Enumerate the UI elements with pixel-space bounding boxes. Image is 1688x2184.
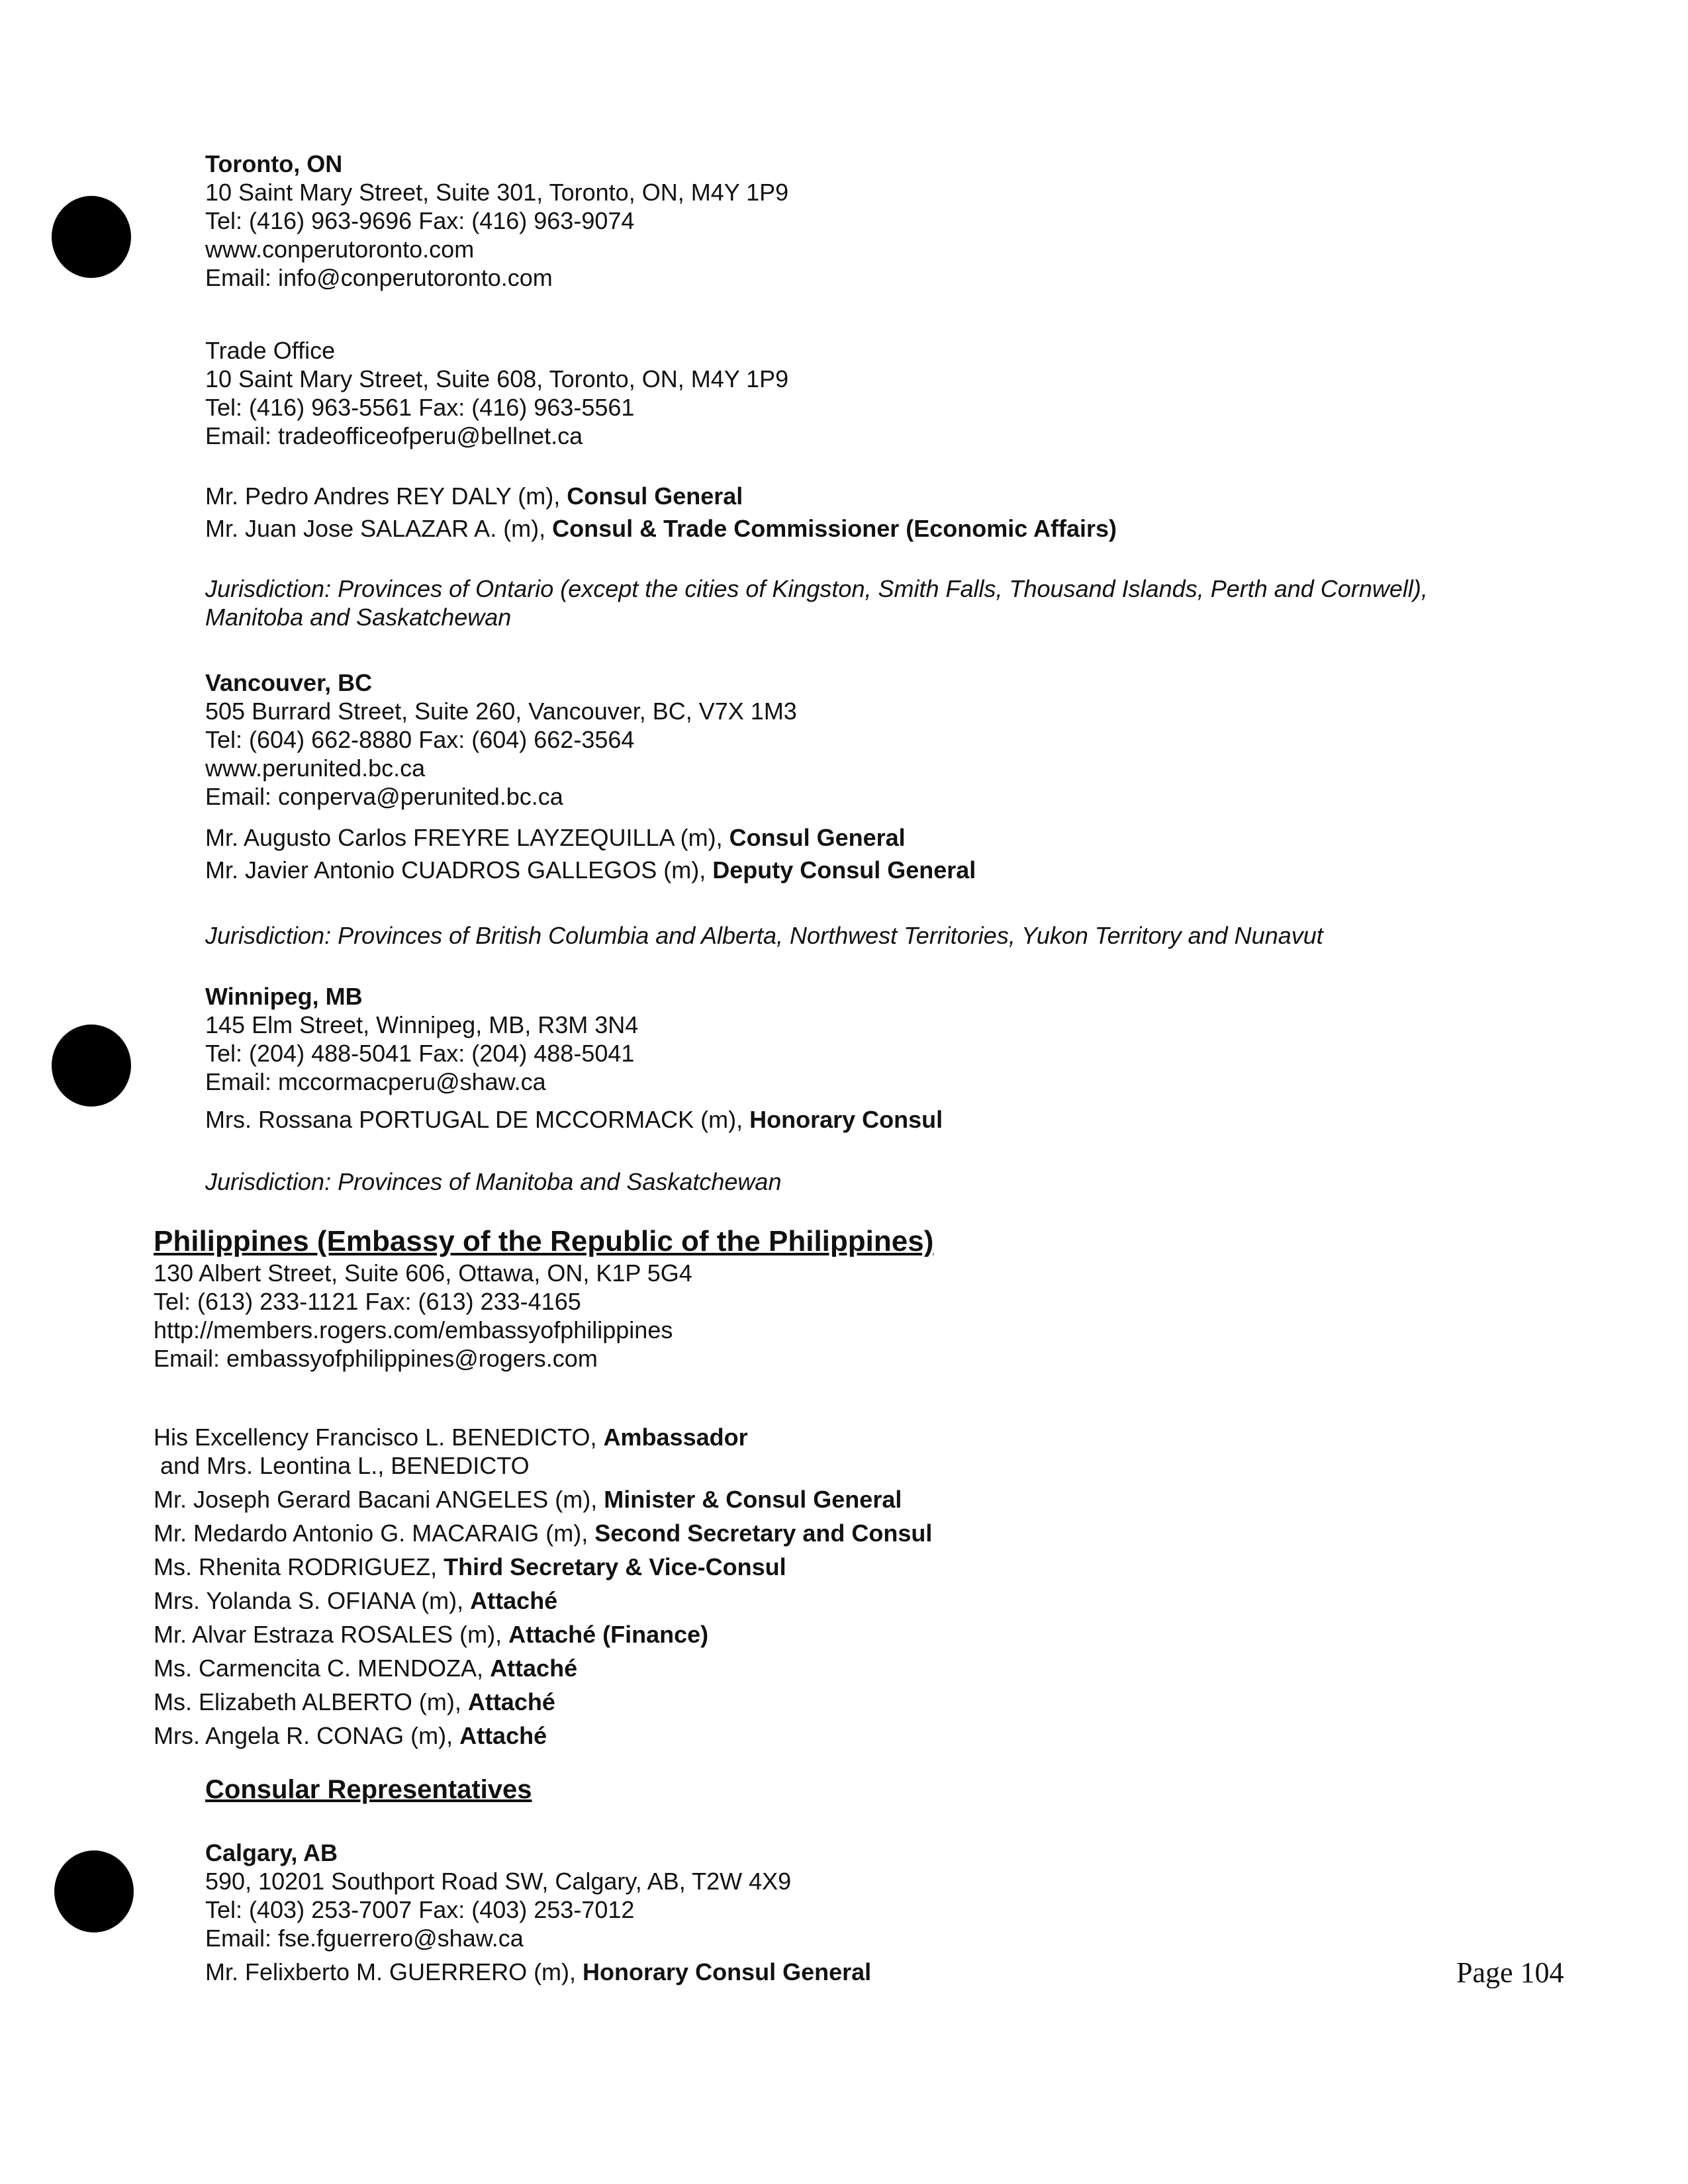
official-name: Mrs. Rossana PORTUGAL DE MCCORMACK (m), bbox=[205, 1106, 750, 1133]
official-title: Minister & Consul General bbox=[604, 1486, 902, 1513]
vancouver-officials bbox=[205, 823, 976, 884]
address: 10 Saint Mary Street, Suite 301, Toronto, ON, M4Y 1P9 bbox=[205, 179, 789, 206]
official-name: Mr. Juan Jose SALAZAR A. (m), bbox=[205, 515, 553, 542]
official-name: Mr. Joseph Gerard Bacani ANGELES (m), bbox=[154, 1486, 604, 1513]
jurisdiction-line: Jurisdiction: Provinces of Ontario (except the cities of Kingston, Smith Falls, Thousand Islands, Perth and Cornwell), bbox=[205, 575, 1428, 602]
official-name: Mr. Javier Antonio CUADROS GALLEGOS (m), bbox=[205, 856, 713, 884]
official-title: Attaché bbox=[470, 1587, 558, 1614]
official-line bbox=[154, 1485, 932, 1514]
trade-office-title: Trade Office bbox=[205, 337, 336, 364]
official-title: Honorary Consul bbox=[749, 1106, 943, 1133]
official-line bbox=[154, 1423, 932, 1451]
winnipeg-officials bbox=[205, 1105, 943, 1134]
website: www.perunited.bc.ca bbox=[205, 754, 426, 782]
email: Email: mccormacperu@shaw.ca bbox=[205, 1068, 546, 1095]
toronto-trade-office bbox=[205, 336, 788, 450]
official-title: Attaché bbox=[467, 1688, 555, 1715]
official-name: Ms. Rhenita RODRIGUEZ, bbox=[154, 1553, 444, 1580]
vancouver-jurisdiction bbox=[205, 921, 1323, 950]
official-line bbox=[205, 1105, 943, 1134]
toronto-officials bbox=[205, 482, 1117, 543]
official-line bbox=[205, 1958, 871, 1986]
philippines-section bbox=[154, 1224, 933, 1373]
official-line bbox=[205, 514, 1117, 543]
official-line bbox=[205, 482, 1117, 510]
country-heading: Philippines (Embassy of the Republic of the Philippines) bbox=[154, 1225, 934, 1257]
official-name: Mr. Felixberto M. GUERRERO (m), bbox=[205, 1958, 583, 1985]
email: Email: info@conperutoronto.com bbox=[205, 264, 553, 291]
address: 145 Elm Street, Winnipeg, MB, R3M 3N4 bbox=[205, 1011, 639, 1038]
section-heading: Calgary, AB bbox=[205, 1839, 338, 1866]
email: Email: conperva@perunited.bc.ca bbox=[205, 783, 563, 810]
email: Email: tradeofficeofperu@bellnet.ca bbox=[205, 422, 583, 449]
official-name: Ms. Carmencita C. MENDOZA, bbox=[154, 1655, 491, 1682]
official-title: Second Secretary and Consul bbox=[594, 1520, 933, 1547]
official-name: His Excellency Francisco L. BENEDICTO, bbox=[154, 1424, 604, 1451]
official-line bbox=[205, 856, 976, 884]
page-number: Page 104 bbox=[1456, 1956, 1564, 1989]
tel-fax: Tel: (204) 488-5041 Fax: (204) 488-5041 bbox=[205, 1040, 635, 1067]
subsection-heading: Consular Representatives bbox=[205, 1775, 532, 1804]
official-name: Mr. Alvar Estraza ROSALES (m), bbox=[154, 1621, 509, 1648]
official-title: Deputy Consul General bbox=[712, 856, 976, 884]
official-name: Mrs. Yolanda S. OFIANA (m), bbox=[154, 1587, 471, 1614]
official-line bbox=[154, 1519, 932, 1547]
official-name: Mr. Pedro Andres REY DALY (m), bbox=[205, 482, 567, 510]
spouse-line: and Mrs. Leontina L., BENEDICTO bbox=[154, 1452, 530, 1479]
official-line bbox=[154, 1620, 932, 1649]
tel-fax: Tel: (416) 963-5561 Fax: (416) 963-5561 bbox=[205, 394, 635, 421]
punch-hole-top bbox=[52, 196, 131, 278]
website: http://members.rogers.com/embassyofphilippines bbox=[154, 1316, 673, 1343]
section-heading: Toronto, ON bbox=[205, 150, 343, 177]
philippines-staff bbox=[154, 1423, 932, 1750]
calgary-section bbox=[205, 1839, 871, 1986]
winnipeg-jurisdiction bbox=[205, 1167, 781, 1196]
tel-fax: Tel: (613) 233-1121 Fax: (613) 233-4165 bbox=[154, 1288, 581, 1315]
official-line bbox=[154, 1721, 932, 1750]
email: Email: fse.fguerrero@shaw.ca bbox=[205, 1925, 524, 1952]
official-title: Consul & Trade Commissioner (Economic Affairs) bbox=[552, 515, 1117, 542]
official-title: Consul General bbox=[729, 824, 906, 851]
official-line bbox=[205, 823, 976, 852]
tel-fax: Tel: (604) 662-8880 Fax: (604) 662-3564 bbox=[205, 726, 635, 753]
section-heading: Winnipeg, MB bbox=[205, 983, 363, 1010]
tel-fax: Tel: (403) 253-7007 Fax: (403) 253-7012 bbox=[205, 1896, 635, 1923]
official-title: Ambassador bbox=[603, 1424, 748, 1451]
toronto-section bbox=[205, 150, 788, 292]
official-name: Mr. Augusto Carlos FREYRE LAYZEQUILLA (m), bbox=[205, 824, 729, 851]
address: 590, 10201 Southport Road SW, Calgary, AB, T2W 4X9 bbox=[205, 1868, 792, 1895]
tel-fax: Tel: (416) 963-9696 Fax: (416) 963-9074 bbox=[205, 207, 635, 234]
address: 10 Saint Mary Street, Suite 608, Toronto, ON, M4Y 1P9 bbox=[205, 365, 789, 392]
address: 505 Burrard Street, Suite 260, Vancouver, BC, V7X 1M3 bbox=[205, 698, 797, 725]
jurisdiction-line: Manitoba and Saskatchewan bbox=[205, 604, 512, 631]
official-title: Attaché bbox=[490, 1655, 578, 1682]
official-name: Mrs. Angela R. CONAG (m), bbox=[154, 1722, 460, 1749]
official-title: Attaché bbox=[459, 1722, 547, 1749]
section-heading: Vancouver, BC bbox=[205, 669, 373, 696]
official-title: Consul General bbox=[567, 482, 743, 510]
jurisdiction-line: Jurisdiction: Provinces of British Columbia and Alberta, Northwest Territories, Yukon Territory and Nunavut bbox=[205, 922, 1323, 949]
punch-hole-middle bbox=[52, 1024, 131, 1107]
official-title: Attaché (Finance) bbox=[508, 1621, 709, 1648]
official-title: Honorary Consul General bbox=[583, 1958, 872, 1985]
address: 130 Albert Street, Suite 606, Ottawa, ON, K1P 5G4 bbox=[154, 1259, 692, 1287]
official-line bbox=[154, 1553, 932, 1581]
consular-representatives bbox=[205, 1774, 532, 1805]
official-title: Third Secretary & Vice-Consul bbox=[444, 1553, 786, 1580]
official-name: Mr. Medardo Antonio G. MACARAIG (m), bbox=[154, 1520, 595, 1547]
official-line bbox=[154, 1654, 932, 1682]
official-line bbox=[154, 1688, 932, 1716]
punch-hole-bottom bbox=[54, 1850, 134, 1933]
toronto-jurisdiction bbox=[205, 574, 1428, 631]
jurisdiction-line: Jurisdiction: Provinces of Manitoba and Saskatchewan bbox=[205, 1168, 782, 1195]
website: www.conperutoronto.com bbox=[205, 236, 475, 263]
winnipeg-section bbox=[205, 982, 638, 1096]
vancouver-section bbox=[205, 668, 797, 811]
email: Email: embassyofphilippines@rogers.com bbox=[154, 1345, 598, 1372]
official-line bbox=[154, 1586, 932, 1615]
official-name: Ms. Elizabeth ALBERTO (m), bbox=[154, 1688, 468, 1715]
